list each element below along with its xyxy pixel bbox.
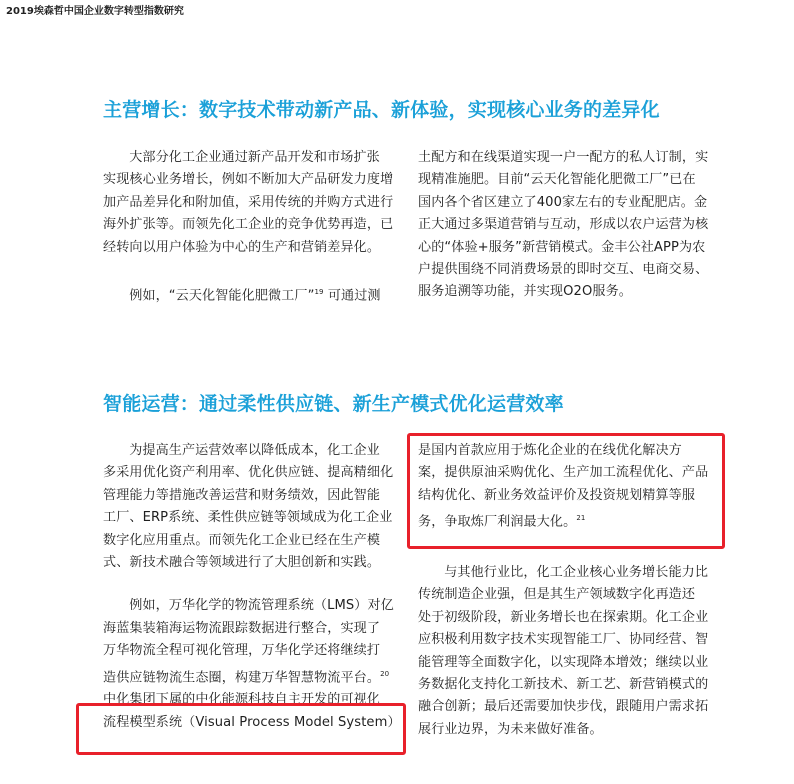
paragraph-line: 海外扩张等。而领先化工企业的竞争优势再造，已 [103,217,394,233]
footnote-ref[interactable]: 21 [576,514,586,523]
paragraph-line: 经转向以用户体验为中心的生产和营销差异化。 [103,239,381,255]
section-title-main-growth: 主营增长：数字技术带动新产品、新体验，实现核心业务的差异化 [103,99,660,121]
paragraph-line: 工厂、ERP系统、柔性供应链等领域成为化工企业 [103,510,393,526]
paragraph-line [103,281,398,308]
paragraph-line: 多采用优化资产利用率、优化供应链、提高精细化 [103,465,394,481]
paragraph-line: 大部分化工企业通过新产品开发和市场扩张 [129,150,380,165]
paragraph-line: 融合创新；最后还需要加快步伐，跟随用户需求拓 [418,699,709,715]
footnote-ref[interactable]: 19 [314,288,324,297]
running-header: 2019埃森哲中国企业数字转型指数研究 [6,6,184,17]
section-title-smart-operations: 智能运营：通过柔性供应链、新生产模式优化运营效率 [103,393,564,415]
highlighted-line: 中化集团下属的中化能源科技自主开发的可视化 [103,692,381,708]
highlighted-line: 案，提供原油采购优化、生产加工流程优化、产品 [418,465,709,481]
highlighted-line: 结构优化、新业务效益评价及投资规划精算等服 [418,487,696,503]
paragraph-line: 土配方和在线渠道实现一户一配方的私人订制，实 [418,150,709,165]
paragraph-text: 造供应链物流生态圈，构建万华智慧物流平台。 [103,670,381,686]
paragraph-line: 展行业边界，为未来做好准备。 [418,721,603,737]
paragraph-line: 为提高生产运营效率以降低成本，化工企业 [129,443,380,458]
paragraph-line: 海蓝集装箱海运物流跟踪数据进行整合，实现了 [103,620,381,636]
highlight-box-left [76,703,406,755]
paragraph-line: 数字化应用重点。而领先化工企业已经在生产模 [103,532,381,548]
section1-right-column [418,147,718,304]
paragraph-line: 正大通过多渠道营销与互动，形成以农户运营为核 [418,217,709,233]
paragraph-line: 处于初级阶段，新业务增长也在探索期。化工企业 [418,609,709,625]
paragraph-line: 应积极利用数字技术实现智能工厂、协同经营、智 [418,632,709,648]
paragraph-line: 与其他行业比，化工企业核心业务增长能力比 [444,564,709,580]
paragraph-line: 万华物流全程可视化管理，万华化学还将继续打 [103,643,381,659]
paragraph-line: 务数据化支持化工新技术、新工艺、新营销模式的 [418,677,709,693]
paragraph-line: 加产品差异化和附加值，采用传统的并购方式进行 [103,194,394,210]
paragraph-line: 国内各个省区建立了400家左右的专业配肥店。金 [418,194,708,210]
section1-left-column [103,147,398,308]
paragraph-line: 管理能力等措施改善运营和财务绩效，因此智能 [103,487,381,503]
paragraph-text: 务，争取炼厂利润最大化。 [418,514,577,530]
paragraph-text: 例如，“云天化智能化肥微工厂” [129,288,315,304]
footnote-ref[interactable]: 20 [380,669,390,678]
paragraph-line [103,663,398,690]
paragraph-line: 式、新技术融合等领域进行了大胆创新和实践。 [103,555,381,571]
section2-left-column [103,440,401,734]
paragraph-line: 服务追溯等功能，并实现O2O服务。 [418,284,632,300]
paragraph-line: 传统制造企业强，但是其生产领域数字化再造还 [418,587,696,603]
highlighted-line: 是国内首款应用于炼化企业的在线优化解决方 [418,443,682,458]
paragraph-line: 实现核心业务增长，例如不断加大产品研发力度增 [103,172,394,188]
paragraph-line: 户提供围绕不同消费场景的即时交互、电商交易、 [418,262,709,278]
paragraph-text: 可通过测 [323,288,381,304]
highlight-box-right [407,433,725,549]
paragraph-line: 现精准施肥。目前“云天化智能化肥微工厂”已在 [418,172,696,188]
highlighted-line: 流程模型系统（Visual Process Model System） [103,714,401,730]
paragraph-line: 能管理等全面数字化，以实现降本增效；继续以业 [418,654,709,670]
paragraph-line: 心的“体验+服务”新营销模式。金丰公社APP为农 [418,239,706,255]
paragraph-line: 例如，万华化学的物流管理系统（LMS）对亿 [129,598,394,614]
